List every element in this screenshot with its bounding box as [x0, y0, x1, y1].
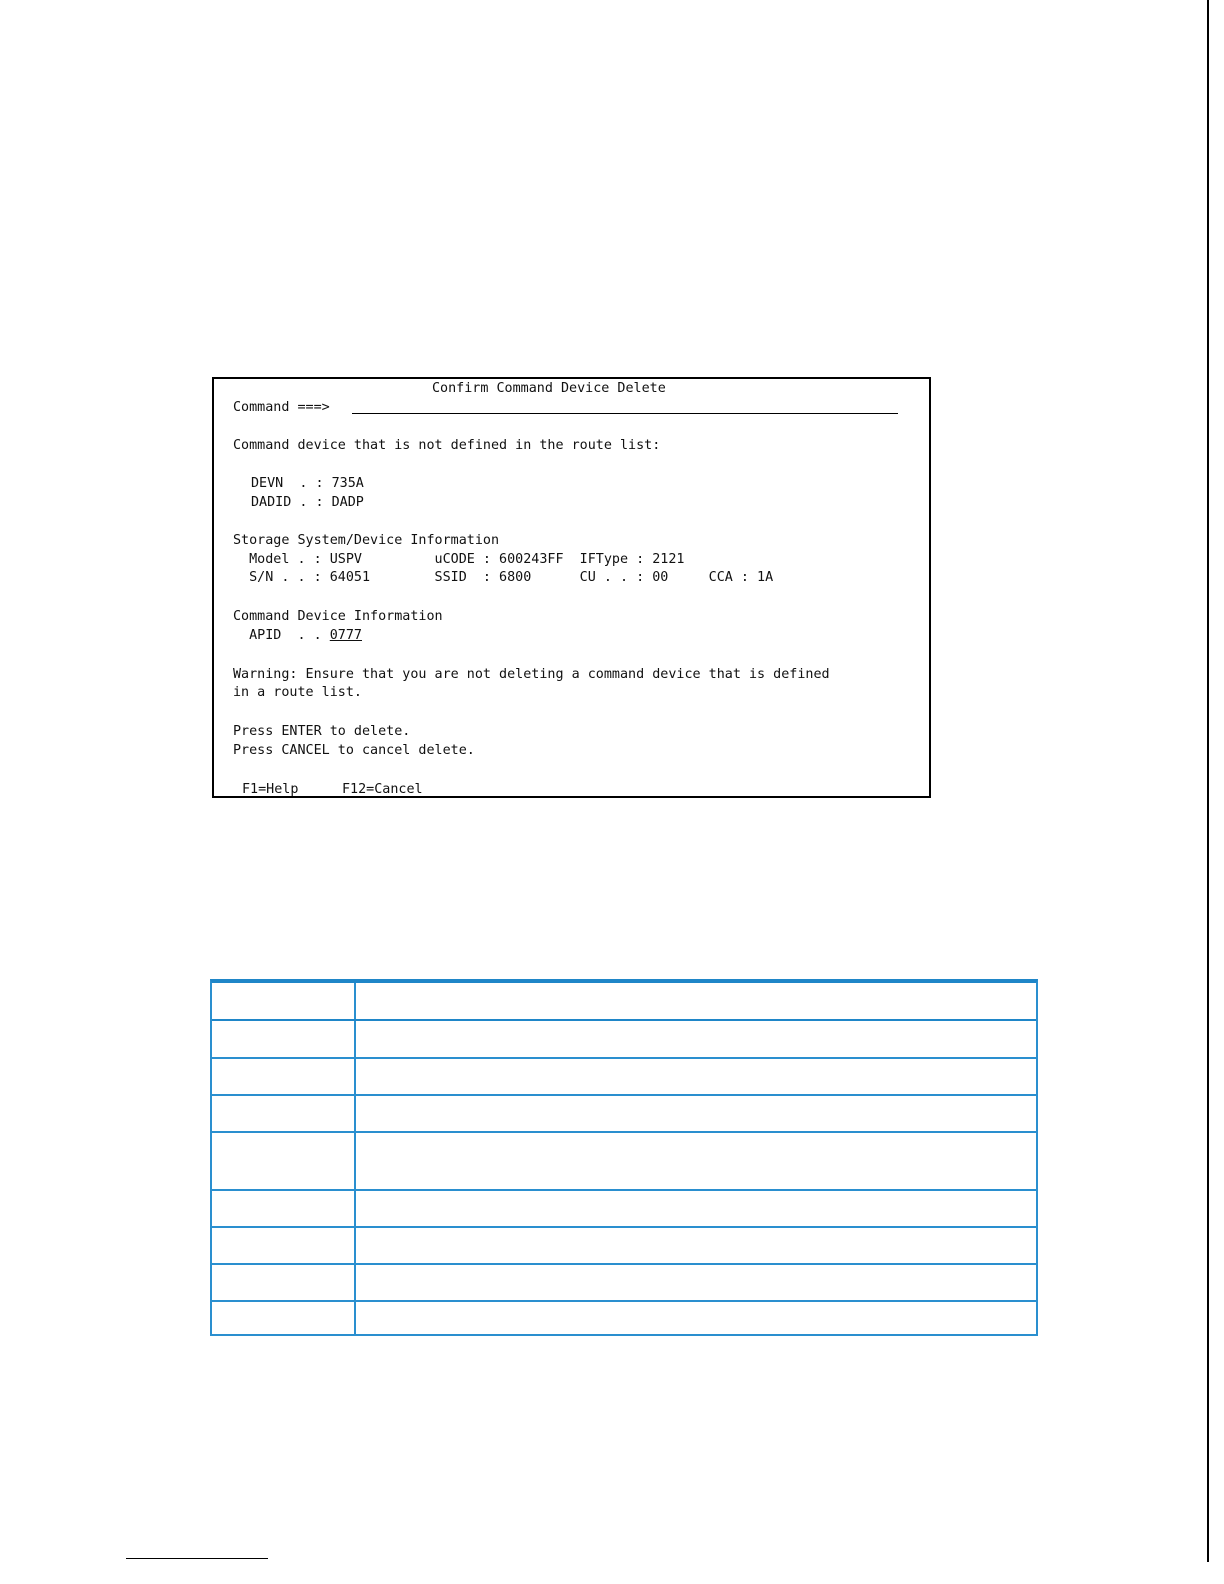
warning-line-2: in a route list.	[233, 685, 362, 700]
command-input-underline	[352, 413, 898, 414]
table-row-divider	[212, 1094, 1036, 1096]
page-edge-rule	[1207, 0, 1209, 1562]
command-device-info-heading: Command Device Information	[233, 609, 443, 624]
panel-title: Confirm Command Device Delete	[432, 381, 666, 396]
devn-field: DEVN . : 735A	[251, 476, 364, 491]
command-label: Command ===>	[233, 400, 330, 415]
apid-label: APID . .	[233, 628, 330, 643]
table-column-divider	[354, 983, 356, 1334]
storage-info-row-1: Model . : USPV uCODE : 600243FF IFType : 2121	[233, 552, 685, 567]
table-row-divider	[212, 1057, 1036, 1059]
storage-info-row-2: S/N . . : 64051 SSID : 6800 CU . . : 00 CCA : 1A	[233, 570, 774, 585]
press-enter-instruction: Press ENTER to delete.	[233, 724, 411, 739]
press-cancel-instruction: Press CANCEL to cancel delete.	[233, 743, 475, 758]
route-list-subtitle: Command device that is not defined in the route list:	[233, 438, 661, 453]
f1-help-key[interactable]: F1=Help	[242, 782, 299, 797]
table-row-divider	[212, 1263, 1036, 1265]
command-input[interactable]	[352, 398, 898, 417]
warning-line-1: Warning: Ensure that you are not deleting a command device that is defined	[233, 667, 830, 682]
table-row-divider	[212, 1189, 1036, 1191]
table-row-divider	[212, 1300, 1036, 1302]
f12-cancel-key[interactable]: F12=Cancel	[342, 782, 423, 797]
footnote-rule	[126, 1558, 268, 1559]
table-header-divider	[212, 1019, 1036, 1021]
dadid-field: DADID . : DADP	[251, 495, 364, 510]
description-table	[210, 979, 1038, 1336]
apid-input[interactable]: 0777	[329, 628, 362, 643]
confirm-command-device-delete-panel	[212, 377, 931, 798]
table-row-divider	[212, 1226, 1036, 1228]
apid-row	[233, 626, 362, 645]
storage-info-heading: Storage System/Device Information	[233, 533, 500, 548]
table-row-divider	[212, 1131, 1036, 1133]
